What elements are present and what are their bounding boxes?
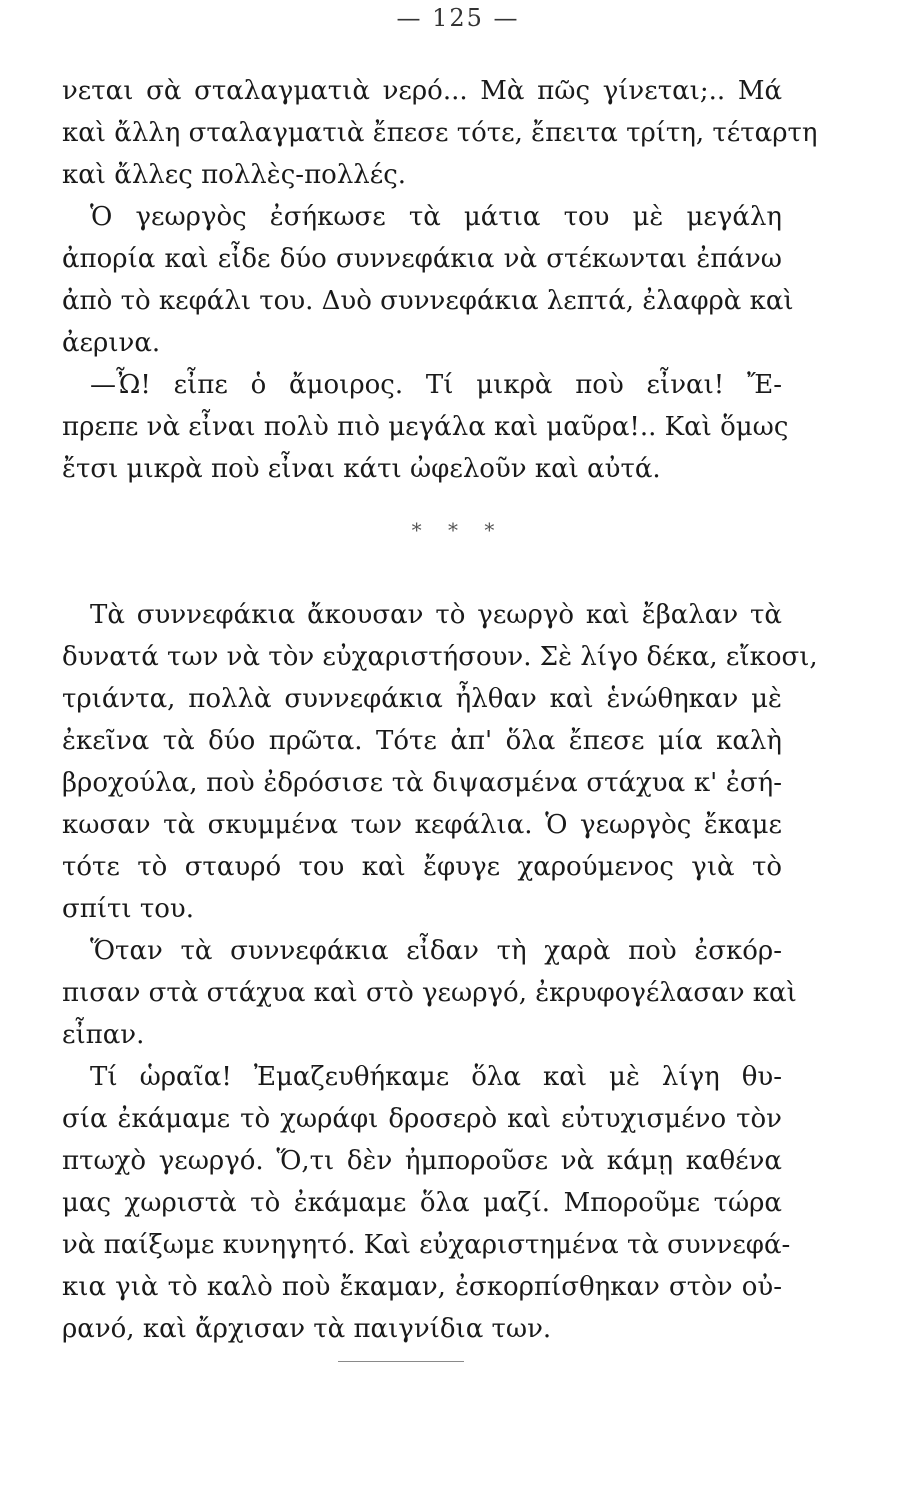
text-line: καὶ ἄλλη σταλαγματιὰ ἔπεσε τότε, ἔπειτα τρίτη, τέταρτη [62,118,818,148]
text-line: καὶ ἄλλες πολλὲς-πολλές. [62,160,407,190]
text-line: ἐκεῖνα τὰ δύο πρῶτα. Τότε ἀπ' ὅλα ἔπεσε μία καλὴ [62,726,782,756]
text-line: —Ὦ! εἶπε ὁ ἄμοιρος. Τί μικρὰ ποὺ εἶναι! Ἔ- [90,370,782,400]
text-line: μας χωριστὰ τὸ ἐκάμαμε ὅλα μαζί. Μποροῦμε τώρα [62,1188,782,1218]
text-line: νεται σὰ σταλαγματιὰ νερό... Μὰ πῶς γίνεται;.. Μά [62,76,782,106]
text-line: ἔτσι μικρὰ ποὺ εἶναι κάτι ὠφελοῦν καὶ αὐτά. [62,454,661,484]
text-line: ρανό, καὶ ἄρχισαν τὰ παιγνίδια των. [62,1314,552,1344]
text-line: σπίτι του. [62,894,194,924]
text-line: τριάντα, πολλὰ συννεφάκια ἦλθαν καὶ ἑνώθηκαν μὲ [62,684,782,714]
text-line: Ὁ γεωργὸς ἐσήκωσε τὰ μάτια του μὲ μεγάλη [90,202,782,232]
paragraph-block-1 [62,70,818,490]
text-line: ἀπὸ τὸ κεφάλι του. Δυὸ συννεφάκια λεπτά, ἐλαφρὰ καὶ [62,286,794,316]
text-line: εἶπαν. [62,1020,145,1050]
text-line: κια γιὰ τὸ καλὸ ποὺ ἔκαμαν, ἐσκορπίσθηκαν στὸν οὐ- [62,1272,782,1302]
text-line: πτωχὸ γεωργό. Ὅ,τι δὲν ἠμποροῦσε νὰ κάμῃ καθένα [62,1146,782,1176]
section-separator: * * * [411,518,505,542]
text-line: βροχούλα, ποὺ ἐδρόσισε τὰ διψασμένα στάχυα κ' ἐσή- [62,768,782,798]
paragraph-block-2 [62,594,818,1350]
text-line: πρεπε νὰ εἶναι πολὺ πιὸ μεγάλα καὶ μαῦρα!.. Καὶ ὅμως [62,412,789,442]
text-line: κωσαν τὰ σκυμμένα των κεφάλια. Ὁ γεωργὸς ἔκαμε [62,810,782,840]
text-line: Τί ὡραῖα! Ἐμαζευθήκαμε ὅλα καὶ μὲ λίγη θυ- [90,1062,782,1092]
text-line: νὰ παίξωμε κυνηγητό. Καὶ εὐχαριστημένα τὰ συννεφά- [62,1230,791,1260]
text-line: ἀερινα. [62,328,161,358]
text-line: τότε τὸ σταυρό του καὶ ἔφυγε χαρούμενος γιὰ τὸ [62,852,782,882]
text-line: σία ἐκάμαμε τὸ χωράφι δροσερὸ καὶ εὐτυχισμένο τὸν [62,1104,782,1134]
text-line: ἀπορία καὶ εἶδε δύο συννεφάκια νὰ στέκωνται ἐπάνω [62,244,782,274]
text-line: δυνατά των νὰ τὸν εὐχαριστήσουν. Σὲ λίγο δέκα, εἴκοσι, [62,642,818,672]
page-number: — 125 — [396,4,520,32]
text-line: Τὰ συννεφάκια ἄκουσαν τὸ γεωργὸ καὶ ἔβαλαν τὰ [90,600,782,630]
text-line: πισαν στὰ στάχυα καὶ στὸ γεωργό, ἐκρυφογέλασαν καὶ [62,978,797,1008]
text-line: Ὅταν τὰ συννεφάκια εἶδαν τὴ χαρὰ ποὺ ἐσκόρ- [90,936,782,966]
end-rule-divider [338,1361,464,1362]
